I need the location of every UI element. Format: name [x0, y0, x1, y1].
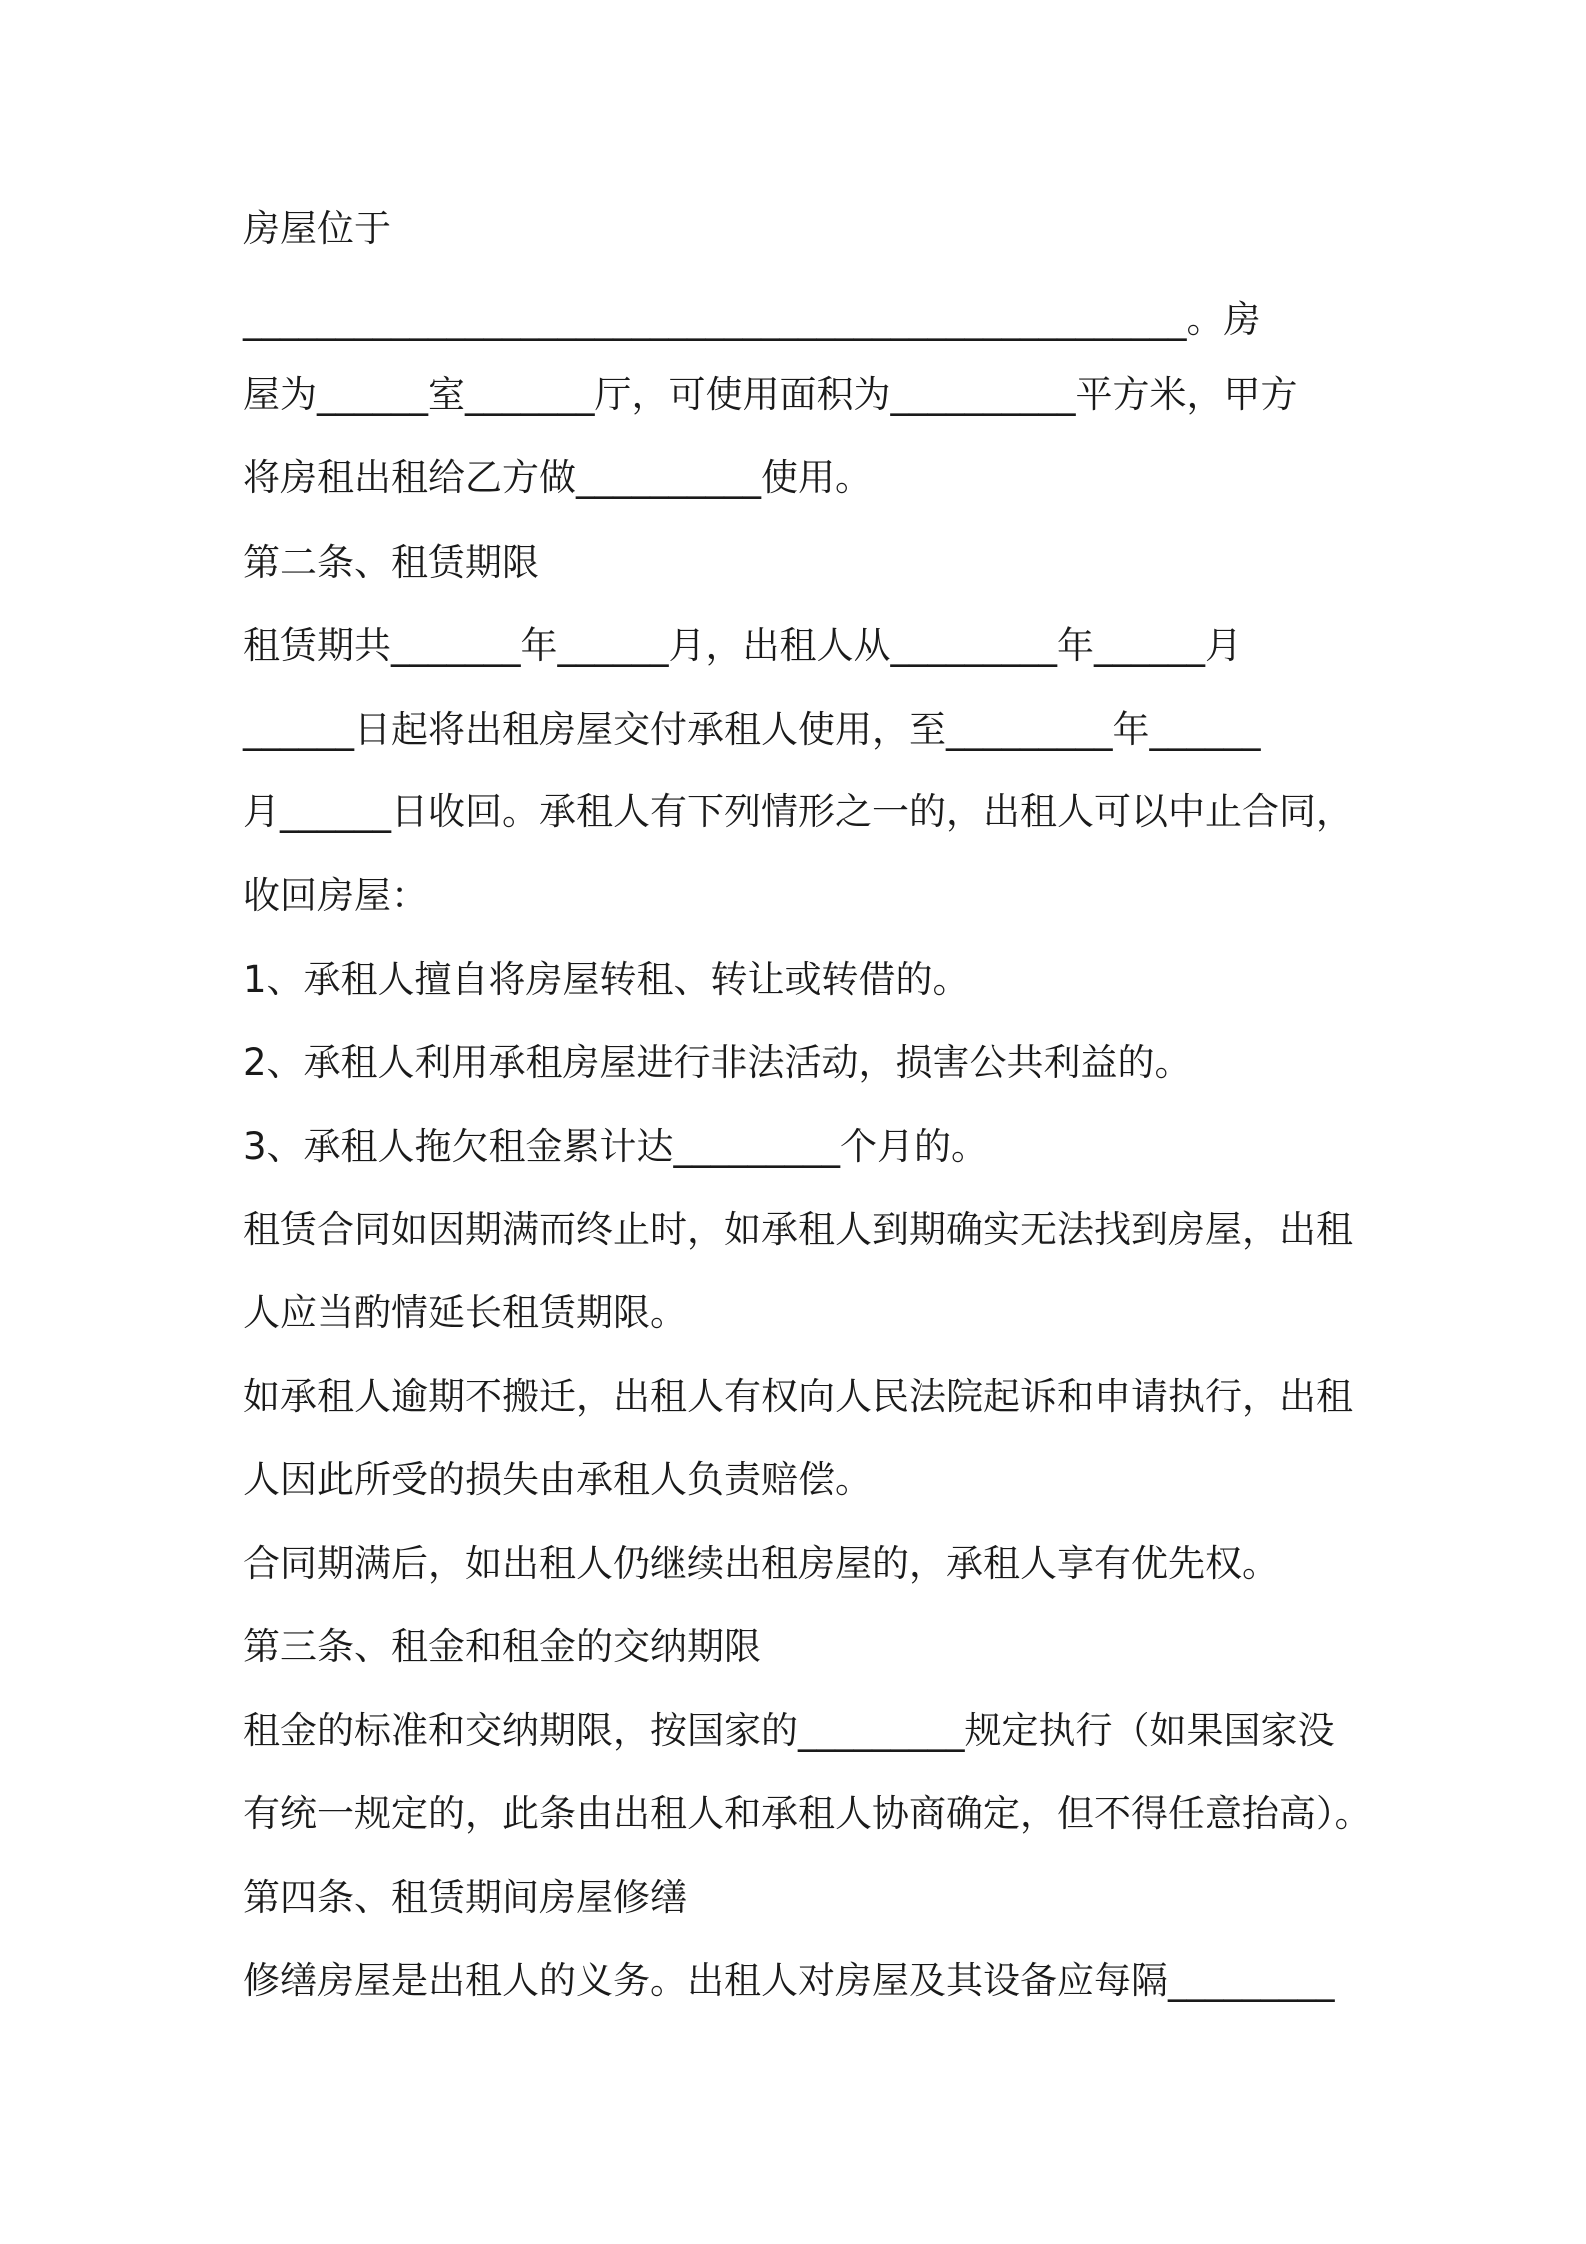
text-line: 屋为______室_______厅，可使用面积为__________平方米，甲方: [243, 373, 1298, 416]
list-item: 1、承租人擅自将房屋转租、转让或转借的。: [243, 958, 970, 1001]
text-line: 有统一规定的，此条由出租人和承租人协商确定，但不得任意抬高）。: [243, 1792, 1372, 1835]
text-line: 收回房屋：: [243, 874, 428, 917]
text-line: 人应当酌情延长租赁期限。: [243, 1291, 687, 1334]
text-line: ___________________________________________________。房: [243, 298, 1261, 341]
text-line: 租金的标准和交纳期限，按国家的_________规定执行（如果国家没: [243, 1709, 1335, 1752]
text-line: ______日起将出租房屋交付承租人使用，至_________年______: [243, 708, 1261, 751]
list-item: 3、承租人拖欠租金累计达_________个月的。: [243, 1125, 989, 1168]
text-line: 人因此所受的损失由承租人负责赔偿。: [243, 1458, 872, 1501]
text-line: 合同期满后，如出租人仍继续出租房屋的，承租人享有优先权。: [243, 1542, 1279, 1585]
text-line: 租赁合同如因期满而终止时，如承租人到期确实无法找到房屋，出租: [243, 1208, 1353, 1251]
text-line: 将房租出租给乙方做__________使用。: [243, 456, 872, 499]
list-item: 2、承租人利用承租房屋进行非法活动，损害公共利益的。: [243, 1041, 1192, 1084]
text-line: 修缮房屋是出租人的义务。出租人对房屋及其设备应每隔_________: [243, 1959, 1335, 2002]
section-heading: 第三条、租金和租金的交纳期限: [243, 1625, 761, 1668]
text-line: 如承租人逾期不搬迁，出租人有权向人民法院起诉和申请执行，出租: [243, 1375, 1353, 1418]
section-heading: 第四条、租赁期间房屋修缮: [243, 1876, 687, 1919]
text-line: 房屋位于: [243, 207, 391, 250]
section-heading: 第二条、租赁期限: [243, 541, 539, 584]
text-line: 月______日收回。承租人有下列情形之一的，出租人可以中止合同，: [243, 790, 1353, 833]
text-line: 租赁期共_______年______月，出租人从_________年______月: [243, 624, 1242, 667]
